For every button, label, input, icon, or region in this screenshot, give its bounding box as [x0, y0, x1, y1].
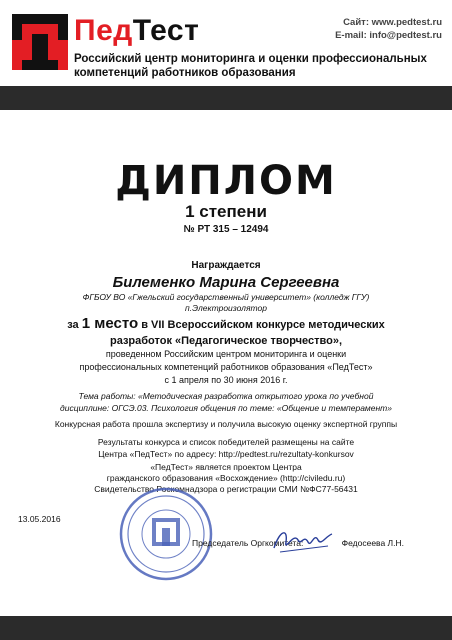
results-line: Центра «ПедТест» по адресу: http://pedtest.ru/rezultaty-konkursov	[98, 449, 354, 459]
expert-note: Конкурсная работа прошла экспертизу и получила высокую оценку экспертной группы	[54, 419, 398, 429]
topic-line: Тема работы: «Методическая разработка открытого урока по учебной	[78, 391, 374, 401]
conducted-line: профессиональных компетенций работников образования «ПедТест»	[79, 362, 373, 372]
conducted-line: проведенном Российским центром мониторинга и оценки	[105, 349, 347, 359]
place-text	[0, 316, 452, 349]
place-prefix: за	[67, 319, 79, 331]
tagline: Российский центр мониторинга и оценки профессиональных компетенций работников образования	[74, 53, 427, 79]
place-value: 1 место	[81, 315, 139, 332]
results-info	[0, 436, 452, 460]
project-line: «ПедТест» является проектом Центра	[150, 462, 302, 472]
diploma-degree: 1 степени	[185, 202, 267, 221]
brand-name	[74, 16, 199, 46]
contacts	[335, 16, 442, 42]
site-text: Сайт: www.pedtest.ru	[343, 17, 442, 28]
signature	[270, 522, 336, 558]
project-info	[0, 462, 452, 495]
topic-line: дисциплине: ОГСЭ.03. Психология общения по теме: «Общение и темперамент»	[60, 403, 392, 413]
chair-label: Председатель Оргкомитета:	[192, 538, 304, 548]
project-line: гражданского образования «Восхождение» (http://civiledu.ru)	[106, 473, 346, 483]
work-topic	[0, 390, 452, 414]
issue-date: 13.05.2016	[18, 514, 61, 524]
organization-line: ФГБОУ ВО «Гжельский государственный университет» (колледж ГГУ)	[82, 292, 370, 302]
brand-test: Тест	[132, 14, 200, 47]
organization-line: п.Электроизолятор	[185, 303, 267, 313]
diploma-number: № РТ 315 – 12494	[183, 224, 269, 235]
email-text: E-mail: info@pedtest.ru	[335, 30, 442, 41]
awarded-label: Награждается	[191, 260, 261, 271]
official-stamp	[118, 486, 214, 582]
pedtest-logo	[12, 14, 68, 70]
registration-line: Свидетельство Роскомнадзора о регистрации СМИ №ФС77-56431	[94, 484, 358, 494]
recipient-name: Билеменко Марина Сергеевна	[112, 274, 340, 291]
footer-band	[0, 616, 452, 640]
results-line: Результаты конкурса и список победителей размещены на сайте	[97, 437, 355, 447]
contest-line: в VII Всероссийском конкурсе методических	[141, 319, 385, 331]
diploma-title: ДИПЛОМ	[115, 158, 337, 204]
chair-name: Федосеева Л.Н.	[341, 538, 404, 548]
brand-ped: Пед	[74, 14, 133, 47]
conducted-text	[0, 348, 452, 387]
conducted-dates: с 1 апреля по 30 июня 2016 г.	[164, 375, 288, 385]
contest-line: разработок «Педагогическое творчество»,	[109, 335, 343, 347]
header-band	[0, 86, 452, 110]
organization	[0, 292, 452, 314]
